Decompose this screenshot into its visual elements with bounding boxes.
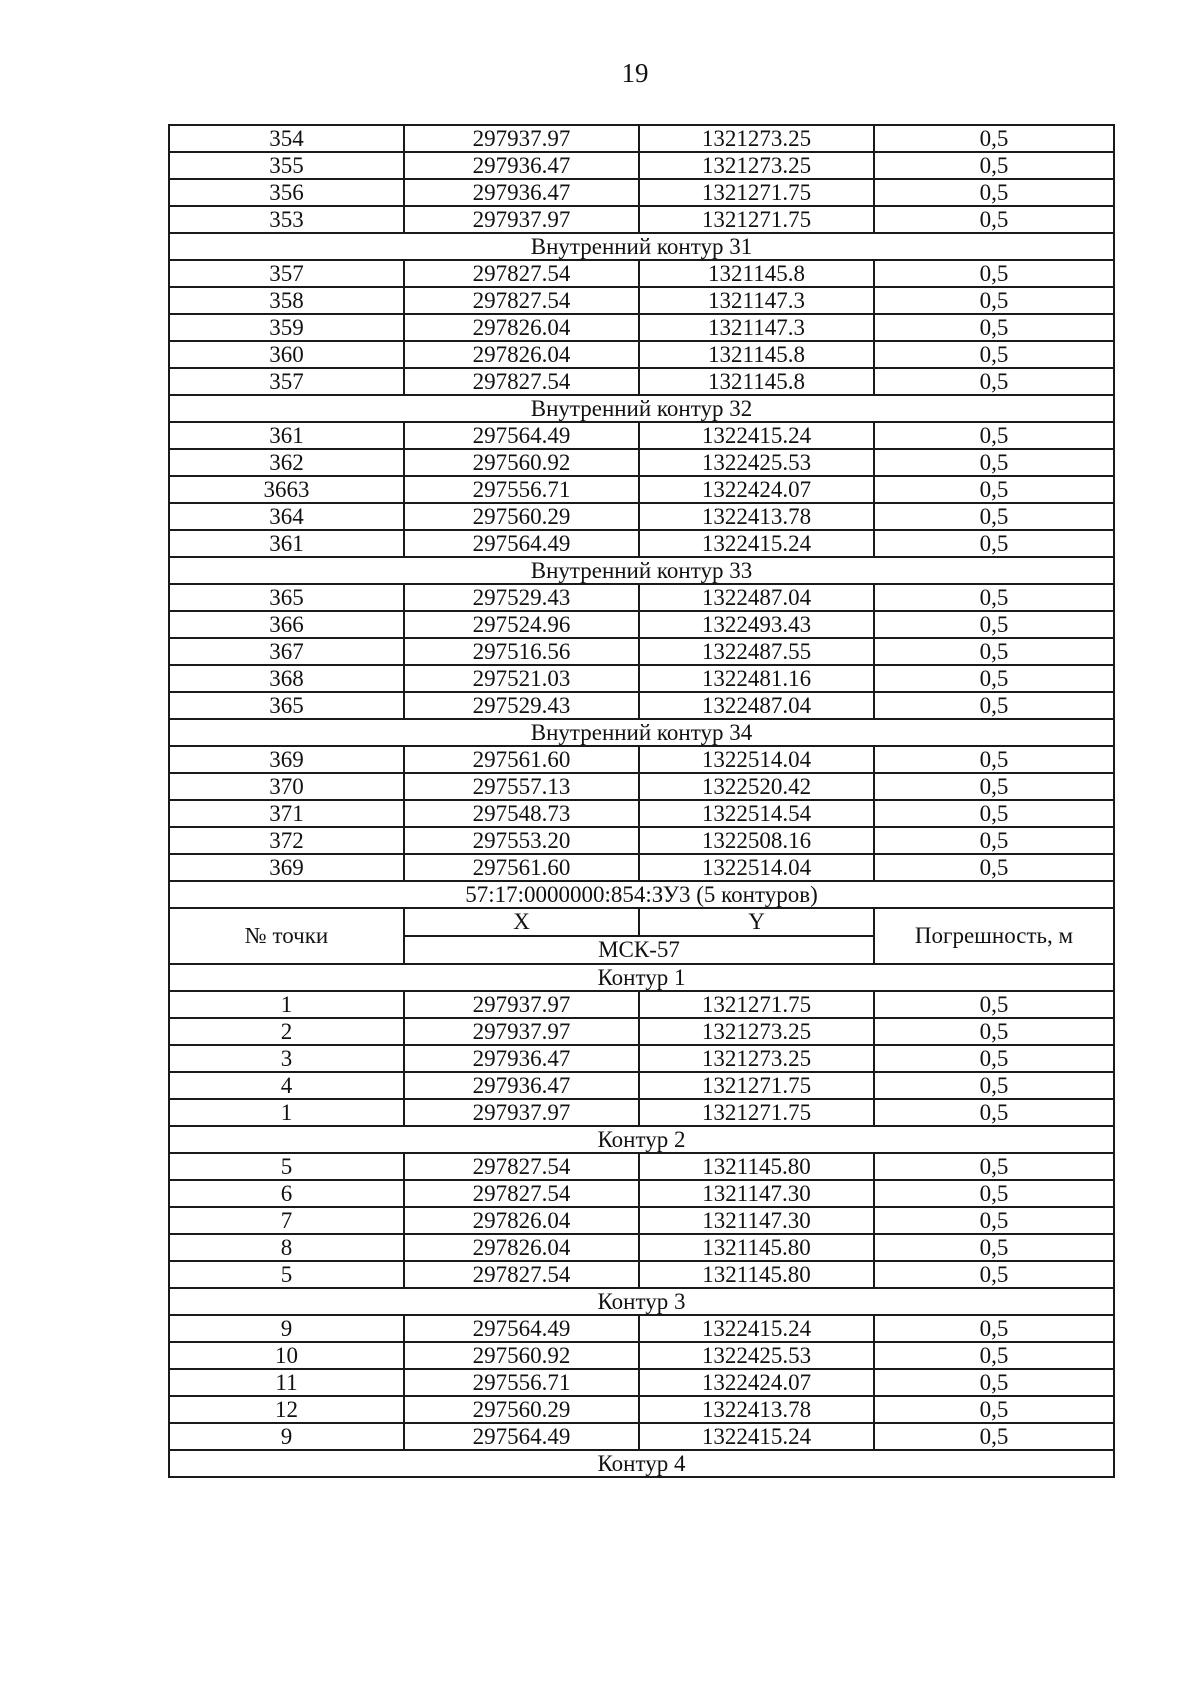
x-coordinate-cell: 297826.04 bbox=[404, 314, 639, 341]
error-cell: 0,5 bbox=[874, 1234, 1114, 1261]
y-coordinate-cell: 1322487.04 bbox=[639, 692, 874, 719]
error-cell: 0,5 bbox=[874, 854, 1114, 881]
y-coordinate-cell: 1321145.80 bbox=[639, 1153, 874, 1180]
table-row bbox=[169, 1099, 1114, 1126]
point-number-cell: 357 bbox=[169, 368, 404, 395]
error-cell: 0,5 bbox=[874, 611, 1114, 638]
error-cell: 0,5 bbox=[874, 800, 1114, 827]
table-row bbox=[169, 476, 1114, 503]
x-coordinate-cell: 297561.60 bbox=[404, 746, 639, 773]
error-cell: 0,5 bbox=[874, 1342, 1114, 1369]
x-coordinate-cell: 297826.04 bbox=[404, 1234, 639, 1261]
contour-title: Внутренний контур 34 bbox=[169, 719, 1114, 746]
point-number-cell: 354 bbox=[169, 125, 404, 152]
table-row bbox=[169, 692, 1114, 719]
x-coordinate-cell: 297561.60 bbox=[404, 854, 639, 881]
x-coordinate-cell: 297557.13 bbox=[404, 773, 639, 800]
table-row bbox=[169, 991, 1114, 1018]
y-coordinate-cell: 1321147.3 bbox=[639, 314, 874, 341]
y-coordinate-cell: 1322425.53 bbox=[639, 449, 874, 476]
parcel-title: 57:17:0000000:854:ЗУ3 (5 контуров) bbox=[169, 881, 1114, 908]
x-coordinate-cell: 297827.54 bbox=[404, 1261, 639, 1288]
y-coordinate-cell: 1321147.30 bbox=[639, 1207, 874, 1234]
table-row bbox=[169, 638, 1114, 665]
point-number-cell: 1 bbox=[169, 991, 404, 1018]
error-cell: 0,5 bbox=[874, 1423, 1114, 1450]
error-cell: 0,5 bbox=[874, 152, 1114, 179]
point-number-cell: 371 bbox=[169, 800, 404, 827]
point-number-cell: 357 bbox=[169, 260, 404, 287]
y-coordinate-cell: 1322413.78 bbox=[639, 1396, 874, 1423]
coordinates-table bbox=[168, 124, 1115, 1478]
contour-title: Внутренний контур 31 bbox=[169, 233, 1114, 260]
table-row bbox=[169, 1396, 1114, 1423]
page-number: 19 bbox=[621, 58, 649, 88]
error-cell: 0,5 bbox=[874, 746, 1114, 773]
x-coordinate-cell: 297556.71 bbox=[404, 476, 639, 503]
y-coordinate-cell: 1322514.04 bbox=[639, 854, 874, 881]
x-coordinate-cell: 297936.47 bbox=[404, 179, 639, 206]
table-row bbox=[169, 800, 1114, 827]
x-coordinate-cell: 297529.43 bbox=[404, 584, 639, 611]
error-cell: 0,5 bbox=[874, 1261, 1114, 1288]
contour-title: Контур 4 bbox=[169, 1450, 1114, 1477]
error-cell: 0,5 bbox=[874, 1153, 1114, 1180]
contour-title: Контур 3 bbox=[169, 1288, 1114, 1315]
error-cell: 0,5 bbox=[874, 314, 1114, 341]
y-coordinate-cell: 1321271.75 bbox=[639, 1072, 874, 1099]
x-coordinate-cell: 297827.54 bbox=[404, 260, 639, 287]
table-row bbox=[169, 287, 1114, 314]
contour-title-row bbox=[169, 1450, 1114, 1477]
error-cell: 0,5 bbox=[874, 449, 1114, 476]
y-coordinate-cell: 1321147.3 bbox=[639, 287, 874, 314]
y-coordinate-cell: 1322424.07 bbox=[639, 476, 874, 503]
error-cell: 0,5 bbox=[874, 1099, 1114, 1126]
point-number-cell: 361 bbox=[169, 530, 404, 557]
coordinate-system-header: МСК-57 bbox=[404, 936, 874, 964]
table-row bbox=[169, 746, 1114, 773]
y-coordinate-cell: 1322487.04 bbox=[639, 584, 874, 611]
error-cell: 0,5 bbox=[874, 665, 1114, 692]
error-cell: 0,5 bbox=[874, 1369, 1114, 1396]
table-row bbox=[169, 179, 1114, 206]
contour-title-row bbox=[169, 1126, 1114, 1153]
table-row bbox=[169, 503, 1114, 530]
y-coordinate-cell: 1322415.24 bbox=[639, 422, 874, 449]
point-number-cell: 7 bbox=[169, 1207, 404, 1234]
error-cell: 0,5 bbox=[874, 827, 1114, 854]
x-coordinate-cell: 297827.54 bbox=[404, 1153, 639, 1180]
table-row bbox=[169, 1342, 1114, 1369]
table-row bbox=[169, 854, 1114, 881]
y-coordinate-cell: 1322415.24 bbox=[639, 1315, 874, 1342]
error-cell: 0,5 bbox=[874, 503, 1114, 530]
table-row bbox=[169, 1045, 1114, 1072]
error-cell: 0,5 bbox=[874, 476, 1114, 503]
y-coordinate-cell: 1321145.80 bbox=[639, 1234, 874, 1261]
header-row bbox=[169, 908, 1114, 936]
error-cell: 0,5 bbox=[874, 422, 1114, 449]
point-number-cell: 2 bbox=[169, 1018, 404, 1045]
x-coordinate-cell: 297937.97 bbox=[404, 206, 639, 233]
x-coordinate-cell: 297524.96 bbox=[404, 611, 639, 638]
x-coordinate-cell: 297827.54 bbox=[404, 1180, 639, 1207]
error-cell: 0,5 bbox=[874, 773, 1114, 800]
contour-title: Внутренний контур 33 bbox=[169, 557, 1114, 584]
table-row bbox=[169, 422, 1114, 449]
y-coordinate-cell: 1321273.25 bbox=[639, 1045, 874, 1072]
point-number-cell: 9 bbox=[169, 1315, 404, 1342]
y-coordinate-cell: 1321271.75 bbox=[639, 1099, 874, 1126]
point-number-header: № точки bbox=[169, 908, 404, 964]
y-coordinate-cell: 1321271.75 bbox=[639, 991, 874, 1018]
table-row bbox=[169, 827, 1114, 854]
point-number-cell: 364 bbox=[169, 503, 404, 530]
point-number-cell: 5 bbox=[169, 1153, 404, 1180]
y-coordinate-cell: 1322424.07 bbox=[639, 1369, 874, 1396]
y-header: Y bbox=[639, 908, 874, 936]
point-number-cell: 4 bbox=[169, 1072, 404, 1099]
y-coordinate-cell: 1321273.25 bbox=[639, 152, 874, 179]
error-cell: 0,5 bbox=[874, 692, 1114, 719]
y-coordinate-cell: 1321145.8 bbox=[639, 260, 874, 287]
point-number-cell: 368 bbox=[169, 665, 404, 692]
table-row bbox=[169, 1234, 1114, 1261]
point-number-cell: 369 bbox=[169, 854, 404, 881]
y-coordinate-cell: 1321273.25 bbox=[639, 1018, 874, 1045]
error-cell: 0,5 bbox=[874, 206, 1114, 233]
x-coordinate-cell: 297826.04 bbox=[404, 341, 639, 368]
error-cell: 0,5 bbox=[874, 1072, 1114, 1099]
error-cell: 0,5 bbox=[874, 260, 1114, 287]
y-coordinate-cell: 1321145.80 bbox=[639, 1261, 874, 1288]
y-coordinate-cell: 1322413.78 bbox=[639, 503, 874, 530]
y-coordinate-cell: 1321145.8 bbox=[639, 368, 874, 395]
error-cell: 0,5 bbox=[874, 1315, 1114, 1342]
contour-title-row bbox=[169, 719, 1114, 746]
point-number-cell: 12 bbox=[169, 1396, 404, 1423]
x-coordinate-cell: 297560.29 bbox=[404, 503, 639, 530]
table-row bbox=[169, 1261, 1114, 1288]
contour-title-row bbox=[169, 233, 1114, 260]
x-header: X bbox=[404, 908, 639, 936]
contour-title: Контур 1 bbox=[169, 964, 1114, 991]
x-coordinate-cell: 297936.47 bbox=[404, 1045, 639, 1072]
y-coordinate-cell: 1321273.25 bbox=[639, 125, 874, 152]
x-coordinate-cell: 297827.54 bbox=[404, 287, 639, 314]
error-cell: 0,5 bbox=[874, 638, 1114, 665]
table-row bbox=[169, 206, 1114, 233]
y-coordinate-cell: 1321147.30 bbox=[639, 1180, 874, 1207]
error-cell: 0,5 bbox=[874, 991, 1114, 1018]
table-row bbox=[169, 368, 1114, 395]
point-number-cell: 365 bbox=[169, 584, 404, 611]
y-coordinate-cell: 1321271.75 bbox=[639, 206, 874, 233]
contour-title: Внутренний контур 32 bbox=[169, 395, 1114, 422]
y-coordinate-cell: 1322514.04 bbox=[639, 746, 874, 773]
x-coordinate-cell: 297556.71 bbox=[404, 1369, 639, 1396]
table-row bbox=[169, 1180, 1114, 1207]
x-coordinate-cell: 297560.29 bbox=[404, 1396, 639, 1423]
error-cell: 0,5 bbox=[874, 341, 1114, 368]
table-row bbox=[169, 1315, 1114, 1342]
table-row bbox=[169, 530, 1114, 557]
x-coordinate-cell: 297553.20 bbox=[404, 827, 639, 854]
table-row bbox=[169, 665, 1114, 692]
error-cell: 0,5 bbox=[874, 179, 1114, 206]
error-cell: 0,5 bbox=[874, 368, 1114, 395]
x-coordinate-cell: 297529.43 bbox=[404, 692, 639, 719]
table-row bbox=[169, 341, 1114, 368]
error-header: Погрешность, м bbox=[874, 908, 1114, 964]
point-number-cell: 3663 bbox=[169, 476, 404, 503]
point-number-cell: 366 bbox=[169, 611, 404, 638]
point-number-cell: 369 bbox=[169, 746, 404, 773]
x-coordinate-cell: 297560.92 bbox=[404, 1342, 639, 1369]
point-number-cell: 11 bbox=[169, 1369, 404, 1396]
x-coordinate-cell: 297560.92 bbox=[404, 449, 639, 476]
contour-title-row bbox=[169, 1288, 1114, 1315]
x-coordinate-cell: 297827.54 bbox=[404, 368, 639, 395]
point-number-cell: 365 bbox=[169, 692, 404, 719]
x-coordinate-cell: 297936.47 bbox=[404, 152, 639, 179]
error-cell: 0,5 bbox=[874, 1396, 1114, 1423]
point-number-cell: 10 bbox=[169, 1342, 404, 1369]
x-coordinate-cell: 297516.56 bbox=[404, 638, 639, 665]
x-coordinate-cell: 297937.97 bbox=[404, 1099, 639, 1126]
x-coordinate-cell: 297564.49 bbox=[404, 422, 639, 449]
error-cell: 0,5 bbox=[874, 530, 1114, 557]
contour-title-row bbox=[169, 964, 1114, 991]
table-row bbox=[169, 611, 1114, 638]
table-row bbox=[169, 314, 1114, 341]
point-number-cell: 361 bbox=[169, 422, 404, 449]
table-row bbox=[169, 1369, 1114, 1396]
y-coordinate-cell: 1322415.24 bbox=[639, 1423, 874, 1450]
x-coordinate-cell: 297564.49 bbox=[404, 530, 639, 557]
error-cell: 0,5 bbox=[874, 287, 1114, 314]
x-coordinate-cell: 297937.97 bbox=[404, 991, 639, 1018]
error-cell: 0,5 bbox=[874, 1045, 1114, 1072]
point-number-cell: 353 bbox=[169, 206, 404, 233]
y-coordinate-cell: 1321271.75 bbox=[639, 179, 874, 206]
y-coordinate-cell: 1322425.53 bbox=[639, 1342, 874, 1369]
y-coordinate-cell: 1321145.8 bbox=[639, 341, 874, 368]
x-coordinate-cell: 297564.49 bbox=[404, 1423, 639, 1450]
point-number-cell: 372 bbox=[169, 827, 404, 854]
point-number-cell: 8 bbox=[169, 1234, 404, 1261]
x-coordinate-cell: 297521.03 bbox=[404, 665, 639, 692]
y-coordinate-cell: 1322481.16 bbox=[639, 665, 874, 692]
y-coordinate-cell: 1322514.54 bbox=[639, 800, 874, 827]
table-row bbox=[169, 584, 1114, 611]
table-row bbox=[169, 1153, 1114, 1180]
point-number-cell: 358 bbox=[169, 287, 404, 314]
error-cell: 0,5 bbox=[874, 1207, 1114, 1234]
table-row bbox=[169, 152, 1114, 179]
y-coordinate-cell: 1322508.16 bbox=[639, 827, 874, 854]
x-coordinate-cell: 297937.97 bbox=[404, 125, 639, 152]
point-number-cell: 367 bbox=[169, 638, 404, 665]
table-row bbox=[169, 773, 1114, 800]
error-cell: 0,5 bbox=[874, 125, 1114, 152]
contour-title-row bbox=[169, 395, 1114, 422]
point-number-cell: 362 bbox=[169, 449, 404, 476]
error-cell: 0,5 bbox=[874, 584, 1114, 611]
x-coordinate-cell: 297564.49 bbox=[404, 1315, 639, 1342]
x-coordinate-cell: 297936.47 bbox=[404, 1072, 639, 1099]
point-number-cell: 359 bbox=[169, 314, 404, 341]
x-coordinate-cell: 297826.04 bbox=[404, 1207, 639, 1234]
x-coordinate-cell: 297937.97 bbox=[404, 1018, 639, 1045]
table-row bbox=[169, 449, 1114, 476]
contour-title: Контур 2 bbox=[169, 1126, 1114, 1153]
point-number-cell: 9 bbox=[169, 1423, 404, 1450]
contour-title-row bbox=[169, 557, 1114, 584]
table-row bbox=[169, 1072, 1114, 1099]
table-row bbox=[169, 1423, 1114, 1450]
error-cell: 0,5 bbox=[874, 1180, 1114, 1207]
parcel-title-row bbox=[169, 881, 1114, 908]
point-number-cell: 356 bbox=[169, 179, 404, 206]
point-number-cell: 360 bbox=[169, 341, 404, 368]
table-row bbox=[169, 125, 1114, 152]
y-coordinate-cell: 1322487.55 bbox=[639, 638, 874, 665]
point-number-cell: 3 bbox=[169, 1045, 404, 1072]
y-coordinate-cell: 1322520.42 bbox=[639, 773, 874, 800]
point-number-cell: 370 bbox=[169, 773, 404, 800]
y-coordinate-cell: 1322493.43 bbox=[639, 611, 874, 638]
point-number-cell: 355 bbox=[169, 152, 404, 179]
point-number-cell: 6 bbox=[169, 1180, 404, 1207]
point-number-cell: 5 bbox=[169, 1261, 404, 1288]
error-cell: 0,5 bbox=[874, 1018, 1114, 1045]
table-row bbox=[169, 1018, 1114, 1045]
table-row bbox=[169, 1207, 1114, 1234]
x-coordinate-cell: 297548.73 bbox=[404, 800, 639, 827]
point-number-cell: 1 bbox=[169, 1099, 404, 1126]
y-coordinate-cell: 1322415.24 bbox=[639, 530, 874, 557]
table-row bbox=[169, 260, 1114, 287]
